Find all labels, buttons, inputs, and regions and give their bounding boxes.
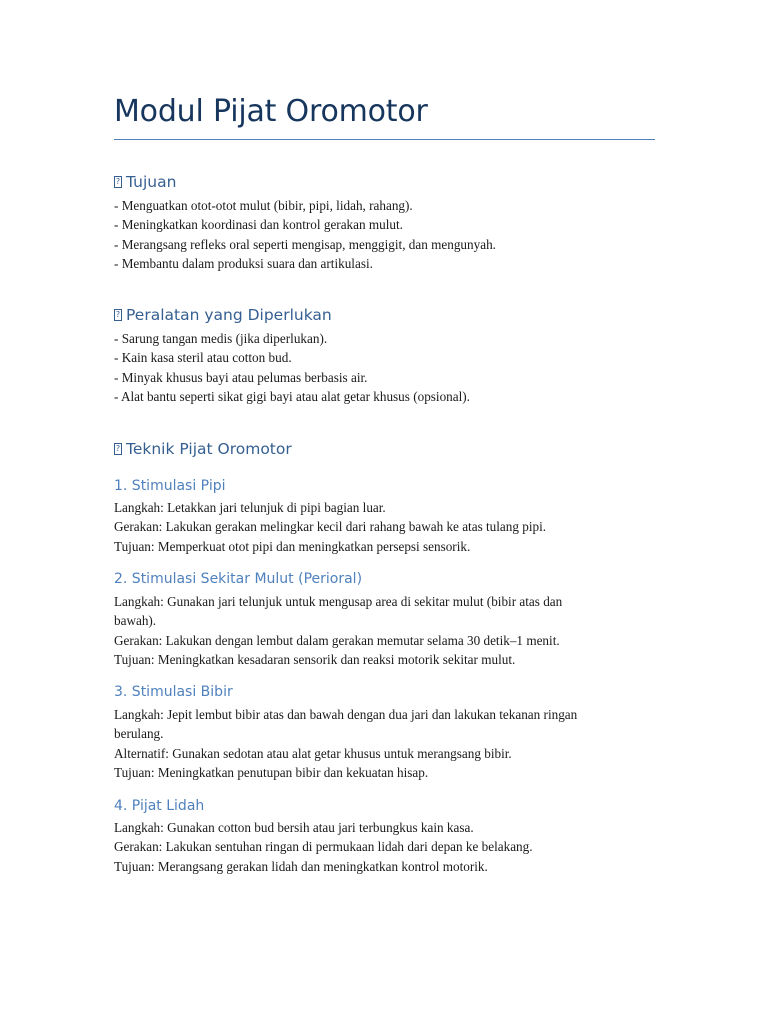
subsection-heading-stimulasi-perioral: 2. Stimulasi Sekitar Mulut (Perioral) [114,571,363,587]
subsection-heading-stimulasi-bibir: 3. Stimulasi Bibir [114,684,233,700]
peralatan-list [114,329,655,406]
list-item: bawah). [114,613,157,629]
missing-glyph-icon [114,443,122,455]
list-item: Langkah: Gunakan jari telunjuk untuk mengusap area di sekitar mulut (bibir atas dan [114,594,563,609]
subsection-heading-pijat-lidah: 4. Pijat Lidah [114,798,205,814]
list-item: Gerakan: Lakukan gerakan melingkar kecil dari rahang bawah ke atas tulang pipi. [114,519,547,535]
missing-glyph-icon [114,309,122,321]
pijat-lidah-lines [114,818,655,876]
missing-glyph-icon [114,176,122,188]
list-item: Langkah: Letakkan jari telunjuk di pipi bagian luar. [114,500,386,515]
list-item: Tujuan: Merangsang gerakan lidah dan meningkatkan kontrol motorik. [114,858,488,874]
list-item: - Menguatkan otot-otot mulut (bibir, pipi, lidah, rahang). [114,198,413,213]
document-title: Modul Pijat Oromotor [114,94,428,129]
list-item: berulang. [114,726,164,742]
stimulasi-pipi-lines [114,498,655,556]
list-item: - Alat bantu seperti sikat gigi bayi atau alat getar khusus (opsional). [114,388,470,404]
list-item: Alternatif: Gunakan sedotan atau alat getar khusus untuk merangsang bibir. [114,745,512,761]
subsection-heading-stimulasi-pipi: 1. Stimulasi Pipi [114,478,226,494]
list-item: - Kain kasa steril atau cotton bud. [114,350,292,366]
title-divider [114,139,655,140]
tujuan-list [114,196,655,273]
list-item: Tujuan: Meningkatkan kesadaran sensorik dan reaksi motorik sekitar mulut. [114,651,516,667]
list-item: - Minyak khusus bayi atau pelumas berbasis air. [114,369,368,385]
section-heading-teknik [114,439,292,459]
stimulasi-perioral-lines [114,592,655,669]
list-item: - Meningkatkan koordinasi dan kontrol gerakan mulut. [114,217,403,233]
list-item: Gerakan: Lakukan sentuhan ringan di permukaan lidah dari depan ke belakang. [114,839,533,855]
list-item: - Sarung tangan medis (jika diperlukan). [114,331,328,346]
section-heading-tujuan-label: Tujuan [126,173,177,191]
section-heading-peralatan [114,305,332,325]
list-item: Langkah: Gunakan cotton bud bersih atau jari terbungkus kain kasa. [114,820,474,835]
list-item: Gerakan: Lakukan dengan lembut dalam gerakan memutar selama 30 detik–1 menit. [114,632,560,648]
stimulasi-bibir-lines [114,705,655,782]
section-heading-teknik-label: Teknik Pijat Oromotor [126,440,292,458]
section-heading-tujuan [114,172,176,192]
list-item: - Membantu dalam produksi suara dan artikulasi. [114,255,373,271]
list-item: Langkah: Jepit lembut bibir atas dan bawah dengan dua jari dan lakukan tekanan ringan [114,707,578,722]
list-item: Tujuan: Meningkatkan penutupan bibir dan kekuatan hisap. [114,764,429,780]
list-item: - Merangsang refleks oral seperti mengisap, menggigit, dan mengunyah. [114,236,496,252]
list-item: Tujuan: Memperkuat otot pipi dan meningkatkan persepsi sensorik. [114,538,471,554]
section-heading-peralatan-label: Peralatan yang Diperlukan [126,306,332,324]
